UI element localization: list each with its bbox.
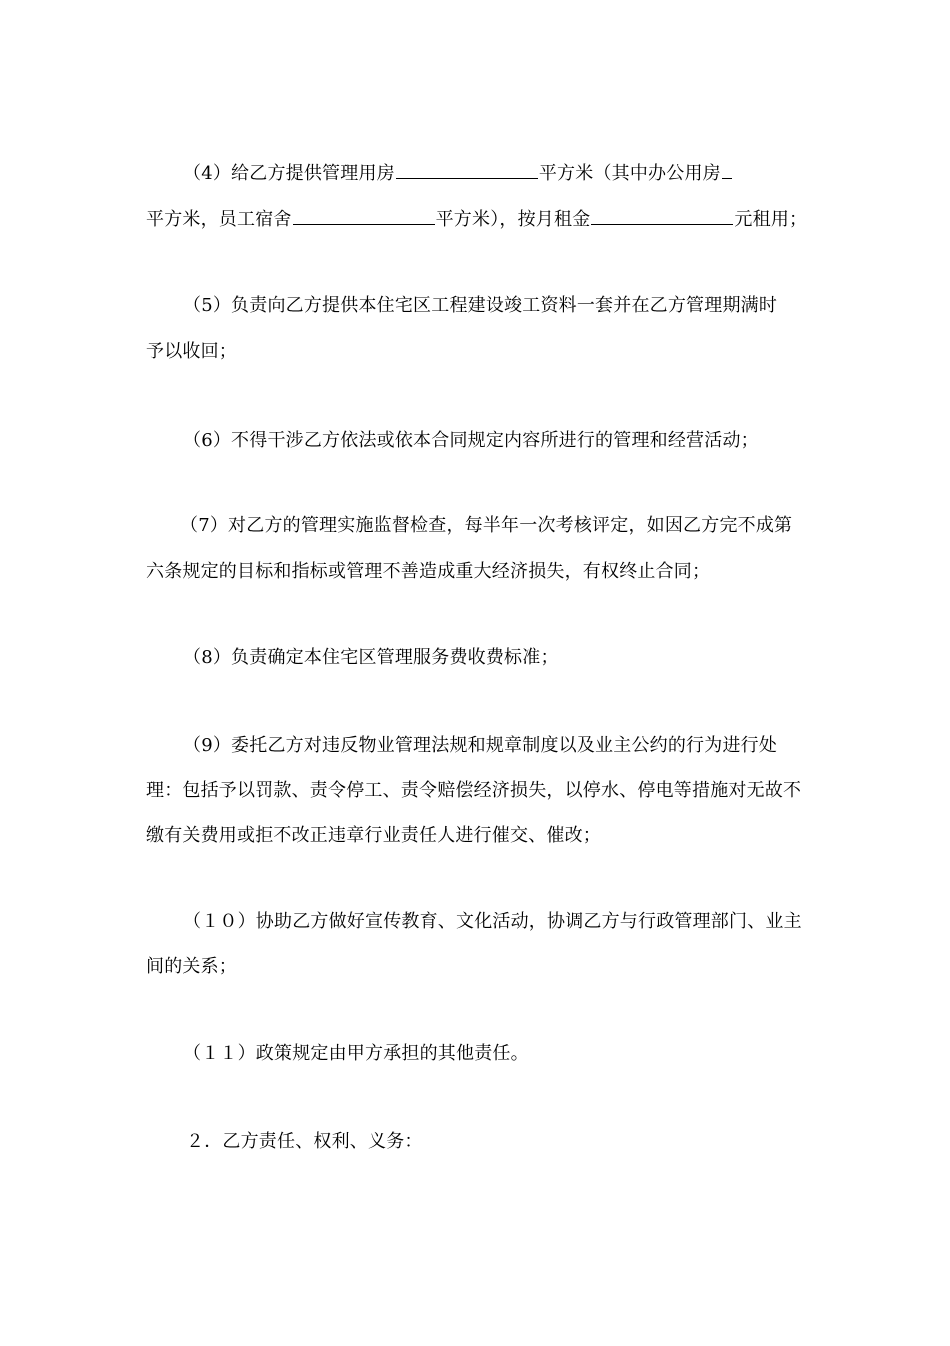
item-4-line-2 bbox=[146, 206, 807, 232]
blank-office-area[interactable] bbox=[722, 160, 732, 179]
item-9-line-3: 缴有关费用或拒不改正违章行业责任人进行催交、催改； bbox=[146, 825, 601, 846]
item-11-line-1: （１１）政策规定由甲方承担的其他责任。 bbox=[183, 1043, 529, 1064]
item-10-line-1: （１０）协助乙方做好宣传教育、文化活动，协调乙方与行政管理部门、业主 bbox=[183, 911, 802, 932]
item-8-line-1: （8）负责确定本住宅区管理服务费收费标准； bbox=[183, 647, 559, 668]
item-5-line-2: 予以收回； bbox=[146, 341, 237, 362]
section-2-heading: ２．乙方责任、权利、义务： bbox=[186, 1131, 423, 1152]
blank-management-area[interactable] bbox=[396, 160, 538, 179]
item-4-text-d: 平方米），按月租金 bbox=[435, 209, 591, 230]
item-10-line-2: 间的关系； bbox=[146, 956, 237, 977]
item-4-text-e: 元租用； bbox=[734, 209, 808, 230]
item-4-text-b: 平方米（其中办公用房 bbox=[538, 163, 721, 184]
item-7-line-1: （7）对乙方的管理实施监督检查，每半年一次考核评定，如因乙方完不成第 bbox=[180, 515, 793, 536]
item-9-line-2: 理：包括予以罚款、责令停工、责令赔偿经济损失，以停水、停电等措施对无故不 bbox=[146, 780, 802, 801]
item-5-line-1: （5）负责向乙方提供本住宅区工程建设竣工资料一套并在乙方管理期满时 bbox=[183, 295, 778, 316]
blank-dorm-area[interactable] bbox=[293, 206, 435, 225]
item-7-line-2: 六条规定的目标和指标或管理不善造成重大经济损失，有权终止合同； bbox=[146, 561, 711, 582]
item-9-line-1: （9）委托乙方对违反物业管理法规和规章制度以及业主公约的行为进行处 bbox=[183, 735, 778, 756]
blank-monthly-rent[interactable] bbox=[591, 206, 733, 225]
item-6-line-1: （6）不得干涉乙方依法或依本合同规定内容所进行的管理和经营活动； bbox=[183, 430, 759, 451]
item-4-text-c: 平方米，员工宿舍 bbox=[146, 209, 292, 230]
item-4-line-1 bbox=[183, 160, 733, 186]
item-4-text-a: （4）给乙方提供管理用房 bbox=[183, 163, 395, 184]
